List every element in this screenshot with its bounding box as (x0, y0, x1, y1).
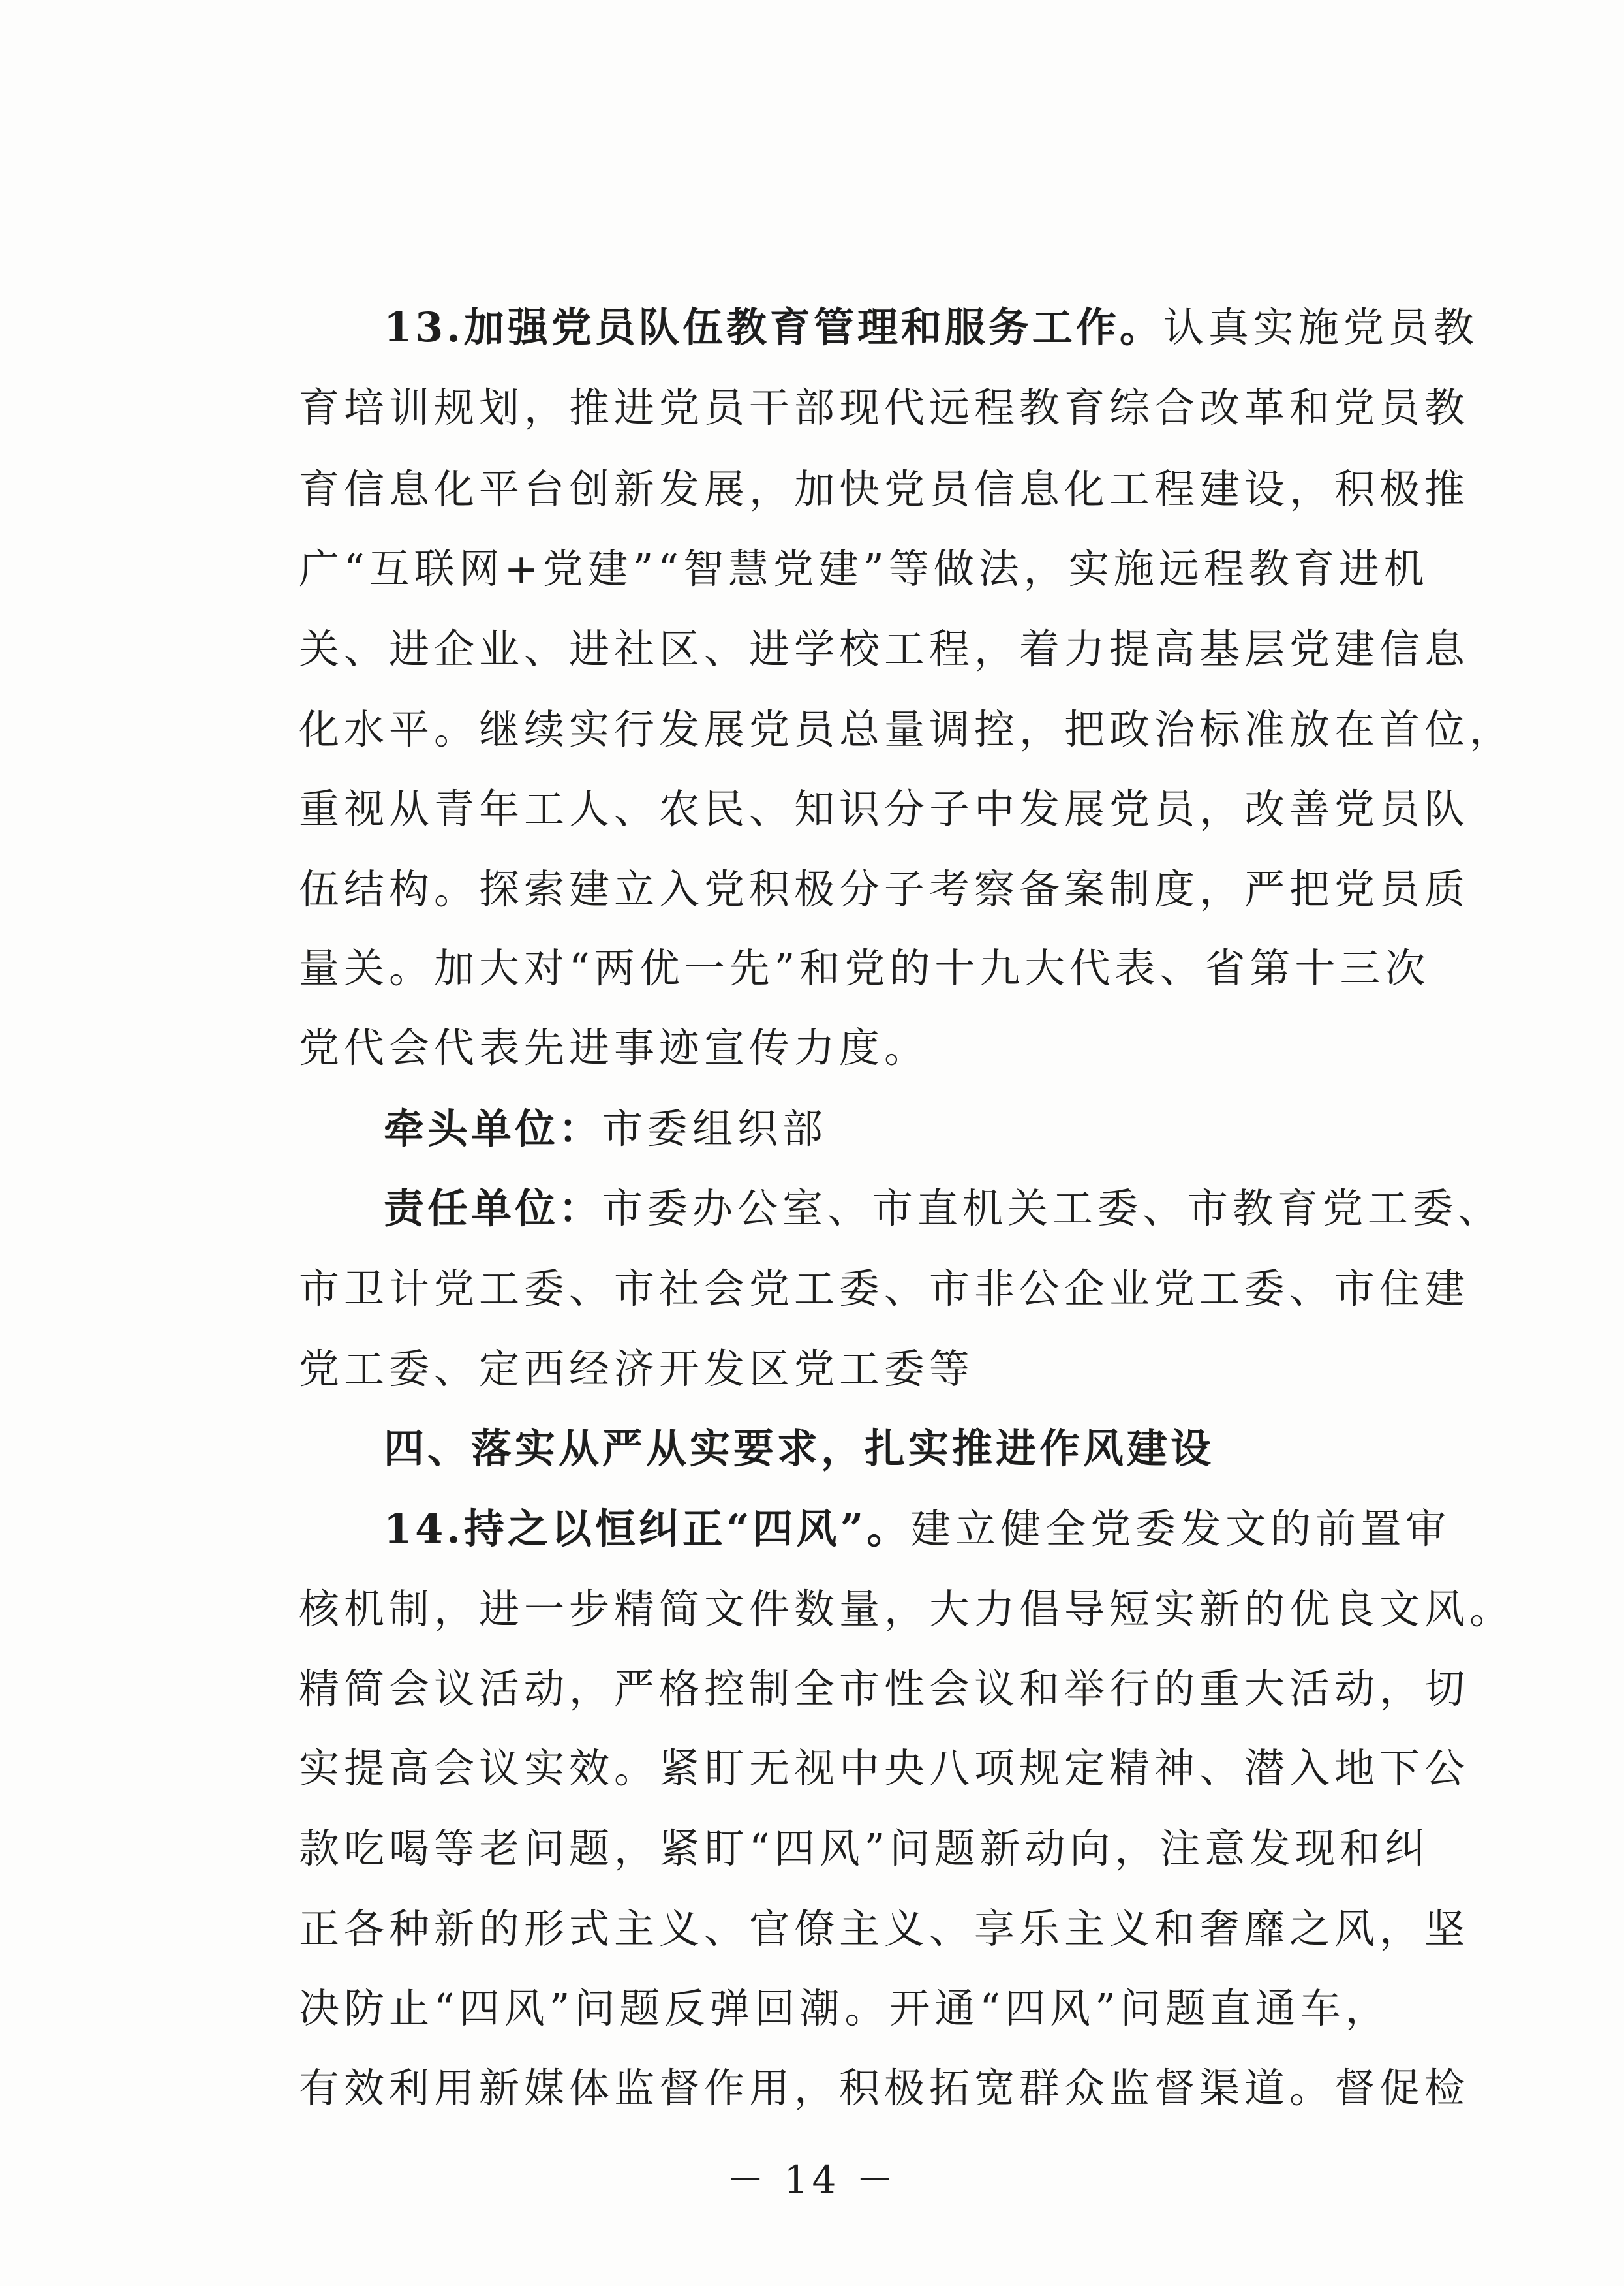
paragraph-line: 市卫计党工委、市社会党工委、市非公企业党工委、市住建 (299, 1265, 1470, 1312)
section-14-first-line (384, 1503, 1451, 1555)
paragraph-line: 育信息化平台创新发展，加快党员信息化工程建设，积极推 (299, 465, 1470, 513)
lead-unit-label: 牵头单位： (384, 1105, 603, 1152)
lead-unit-line (384, 1103, 1369, 1155)
paragraph-line: 款吃喝等老问题，紧盯“四风”问题新动向，注意发现和纠 (299, 1825, 1430, 1872)
paragraph-line: 正各种新的形式主义、官僚主义、享乐主义和奢靡之风，坚 (299, 1905, 1470, 1953)
section-13-first-line (384, 301, 1478, 354)
responsible-unit-label: 责任单位： (384, 1184, 603, 1232)
paragraph-line: 精简会议活动，严格控制全市性会议和举行的重大活动，切 (299, 1665, 1470, 1712)
paragraph-line: 重视从青年工人、农民、知识分子中发展党员，改善党员队 (299, 785, 1470, 833)
section-14-lead-text: 建立健全党委发文的前置审 (910, 1505, 1451, 1552)
paragraph-line: 核机制，进一步精简文件数量，大力倡导短实新的优良文风。 (299, 1585, 1515, 1633)
paragraph-line: 关、进企业、进社区、进学校工程，着力提高基层党建信息 (299, 625, 1470, 673)
paragraph-line: 广“互联网+党建”“智慧党建”等做法，实施远程教育进机 (299, 545, 1429, 593)
paragraph-line: 决防止“四风”问题反弹回潮。开通“四风”问题直通车， (299, 1985, 1390, 2032)
paragraph-line: 量关。加大对“两优一先”和党的十九大代表、省第十三次 (299, 944, 1430, 992)
section-13-title: 13.加强党员队伍教育管理和服务工作。 (384, 303, 1163, 351)
responsible-unit-line (384, 1182, 1503, 1235)
paragraph-line: 育培训规划，推进党员干部现代远程教育综合改革和党员教 (299, 384, 1470, 431)
lead-unit-value: 市委组织部 (602, 1105, 828, 1152)
section-14-title: 14.持之以恒纠正“四风”。 (384, 1505, 911, 1552)
paragraph-line: 化水平。继续实行发展党员总量调控，把政治标准放在首位， (299, 705, 1515, 753)
paragraph-line: 有效利用新媒体监督作用，积极拓宽群众监督渠道。督促检 (299, 2064, 1470, 2112)
paragraph-line: 实提高会议实效。紧盯无视中央八项规定精神、潜入地下公 (299, 1744, 1470, 1792)
paragraph-line: 党代会代表先进事迹宣传力度。 (299, 1024, 930, 1072)
paragraph-line: 伍结构。探索建立入党积极分子考察备案制度，严把党员质 (299, 865, 1470, 913)
paragraph-line: 党工委、定西经济开发区党工委等 (299, 1345, 975, 1393)
responsible-unit-value: 市委办公室、市直机关工委、市教育党工委、 (602, 1184, 1503, 1232)
page-number: － 14 － (726, 2157, 898, 2202)
section-heading-4: 四、落实从严从实要求，扎实推进作风建设 (384, 1425, 1215, 1472)
section-13-lead-text: 认真实施党员教 (1163, 303, 1478, 351)
